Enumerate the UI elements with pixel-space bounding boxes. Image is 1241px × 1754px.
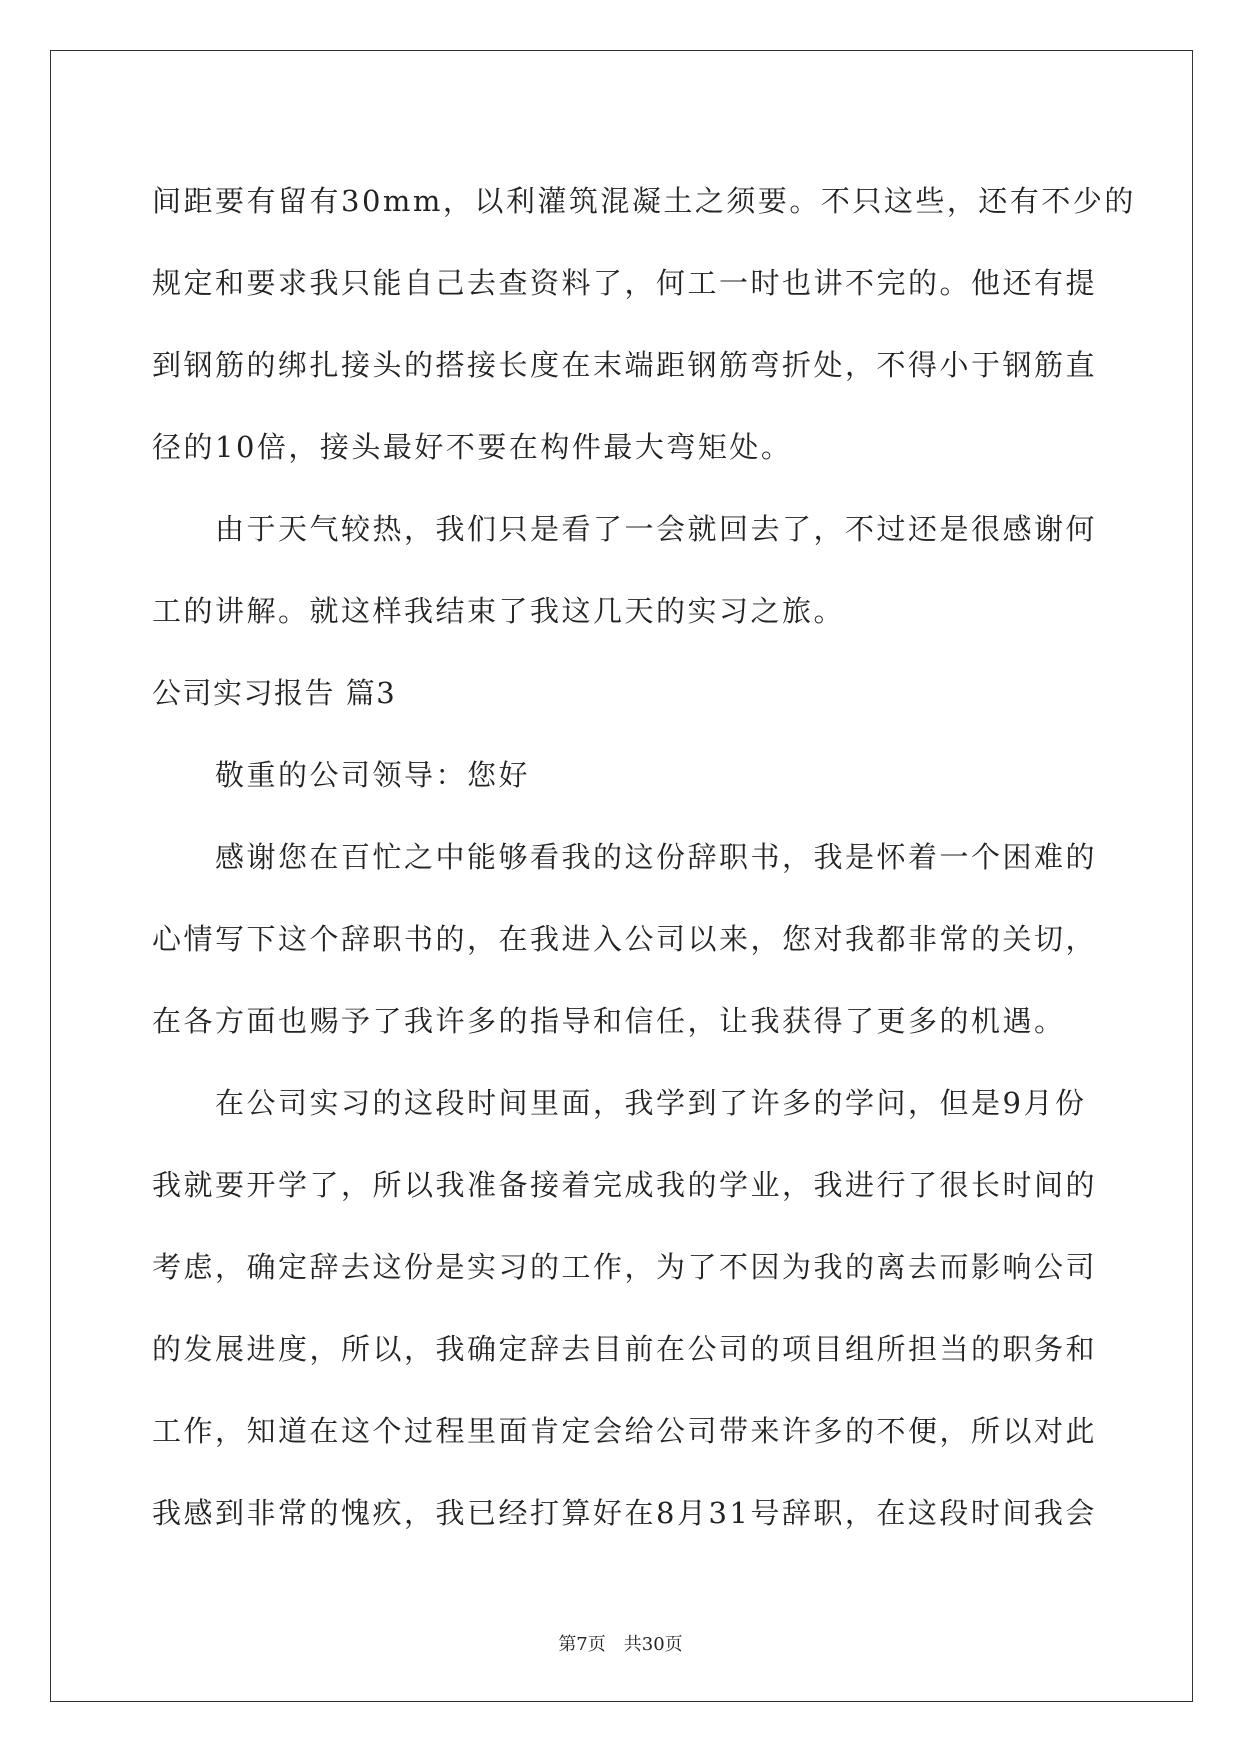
paragraph-line: 在各方面也赐予了我许多的指导和信任，让我获得了更多的机遇。 [152,1004,1066,1038]
paragraph-line: 考虑，确定辞去这份是实习的工作，为了不因为我的离去而影响公司 [152,1250,1098,1284]
paragraph-line: 心情写下这个辞职书的，在我进入公司以来，您对我都非常的关切， [152,922,1098,956]
paragraph-line: 到钢筋的绑扎接头的搭接长度在末端距钢筋弯折处，不得小于钢筋直 [152,348,1098,382]
paragraph-line: 规定和要求我只能自己去查资料了，何工一时也讲不完的。他还有提 [152,266,1098,300]
page-number-footer: 第7页 共30页 [558,1634,683,1655]
paragraph-line: 由于天气较热，我们只是看了一会就回去了，不过还是很感谢何 [215,512,1098,546]
paragraph-line: 我感到非常的愧疚，我已经打算好在8月31号辞职，在这段时间我会 [152,1496,1097,1530]
paragraph-line: 我就要开学了，所以我准备接着完成我的学业，我进行了很长时间的 [152,1168,1098,1202]
paragraph-line: 感谢您在百忙之中能够看我的这份辞职书，我是怀着一个困难的 [215,840,1098,874]
section-heading: 公司实习报告 篇3 [152,676,397,710]
paragraph-line: 的发展进度，所以，我确定辞去目前在公司的项目组所担当的职务和 [152,1332,1098,1366]
paragraph-line: 在公司实习的这段时间里面，我学到了许多的学问，但是9月份 [215,1086,1087,1120]
paragraph-line: 间距要有留有30mm，以利灌筑混凝土之须要。不只这些，还有不少的 [152,184,1136,218]
paragraph-line: 工作，知道在这个过程里面肯定会给公司带来许多的不便，所以对此 [152,1414,1098,1448]
document-body [152,160,1136,1554]
salutation-line: 敬重的公司领导：您好 [215,758,531,792]
paragraph-line: 径的10倍，接头最好不要在构件最大弯矩处。 [152,430,793,464]
paragraph-line: 工的讲解。就这样我结束了我这几天的实习之旅。 [152,594,846,628]
